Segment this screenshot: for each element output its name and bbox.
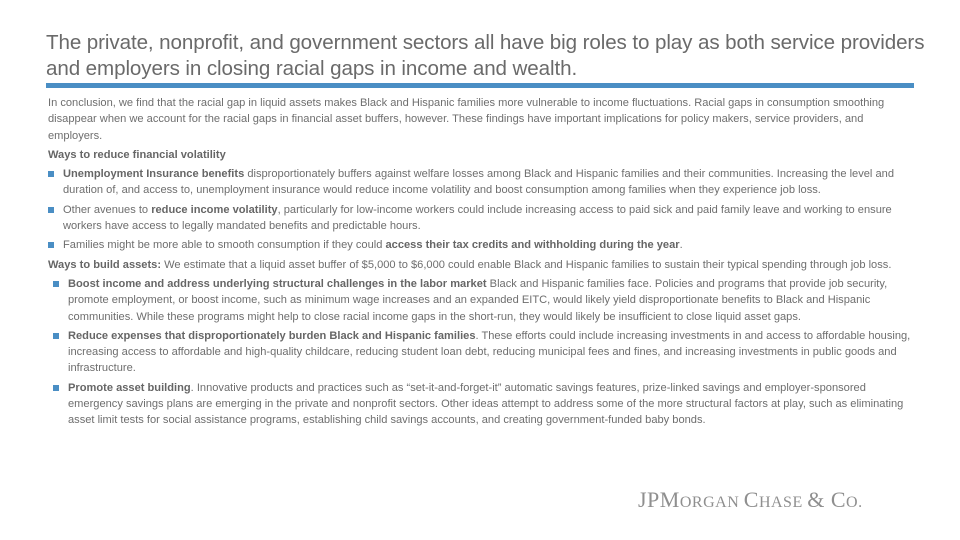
list-item <box>48 202 916 235</box>
square-bullet-icon <box>53 385 59 391</box>
bullet-bold: reduce income volatility <box>151 203 278 216</box>
slide-content <box>48 95 916 432</box>
section-heading-build-assets <box>48 257 916 273</box>
slide-title: The private, nonprofit, and government sectors all have big roles to play as both service providers and employers in closing racial gaps in income and wealth. <box>46 31 925 80</box>
list-item <box>48 166 916 199</box>
logo-part: JPM <box>638 487 680 512</box>
list-item <box>48 380 916 429</box>
list-item <box>48 328 916 377</box>
square-bullet-icon <box>48 242 54 248</box>
bullet-bold: Reduce expenses that disproportionately burden Black and Hispanic families <box>68 329 476 342</box>
logo-part: O. <box>846 494 863 511</box>
square-bullet-icon <box>48 207 54 213</box>
bullet-pre: Other avenues to <box>63 203 152 216</box>
list-item <box>48 237 916 253</box>
logo-part: ORGAN <box>679 494 744 511</box>
bullet-text: Black and Hispanic families face. Policies and programs that provide job security, promote employment, or boost income, such as minimum wage increases and an expanded EITC, would likely yield disproportionate benefits to Black and Hispanic communities. While these programs might help to close racial income gaps in the short-run, they would likely be insufficient to close liquid asset gaps. <box>68 277 888 323</box>
jpmorgan-chase-logo <box>638 487 863 513</box>
section-heading-financial-volatility: Ways to reduce financial volatility <box>48 148 226 161</box>
build-assets-list <box>48 276 916 429</box>
logo-part: HASE <box>758 494 808 511</box>
bullet-bold: access their tax credits and withholding during the year <box>385 239 680 252</box>
logo-part: & C <box>807 487 847 512</box>
bullet-text: . Innovative products and practices such as “set-it-and-forget-it” automatic savings features, prize-linked savings and employer-sponsored emergency savings plans are emerging in the private and nonprofit sectors. Other ideas attempt to address some of the more structural factors at play, such as eliminating asset limit tests for social assistance programs, establishing child savings accounts, and creating government-funded baby bonds. <box>68 381 904 427</box>
intro-paragraph: In conclusion, we find that the racial gap in liquid assets makes Black and Hispanic families more vulnerable to income fluctuations. Racial gaps in consumption smoothing disappear when we account for the racial gaps in financial asset buffers, however. These findings have important implications for policy makers, service providers, and employers. <box>48 97 885 142</box>
list-item <box>48 276 916 325</box>
build-assets-heading: Ways to build assets: <box>48 258 162 271</box>
bullet-text: . These efforts could include increasing investments in and access to affordable housing, increasing access to affordable and high-quality childcare, reducing student loan debt, reducing municipal fees and fines, and increasing investments in public goods and infrastructure. <box>68 329 911 375</box>
bullet-text: , particularly for low-income workers could include increasing access to paid sick and paid family leave and working to ensure workers have access to legally mandated benefits and predictable hours. <box>63 203 892 233</box>
bullet-bold: Unemployment Insurance benefits <box>63 168 245 181</box>
build-assets-text: We estimate that a liquid asset buffer of $5,000 to $6,000 could enable Black and Hispanic families to sustain their typical spending through job loss. <box>161 258 892 271</box>
title-divider <box>46 83 914 88</box>
bullet-bold: Boost income and address underlying structural challenges in the labor market <box>68 277 487 290</box>
square-bullet-icon <box>53 281 59 287</box>
bullet-text: . <box>679 239 683 252</box>
bullet-pre: Families might be more able to smooth consumption if they could <box>63 239 386 252</box>
bullet-bold: Promote asset building <box>68 381 191 394</box>
financial-volatility-list <box>48 166 916 253</box>
logo-part: C <box>743 487 759 512</box>
square-bullet-icon <box>48 171 54 177</box>
bullet-text: disproportionately buffers against welfare losses among Black and Hispanic families and their communities. Increasing the level and duration of, and access to, unemployment insurance would reduce income volatility and boost consumption among families when they experience job loss. <box>63 168 894 197</box>
square-bullet-icon <box>53 333 59 339</box>
